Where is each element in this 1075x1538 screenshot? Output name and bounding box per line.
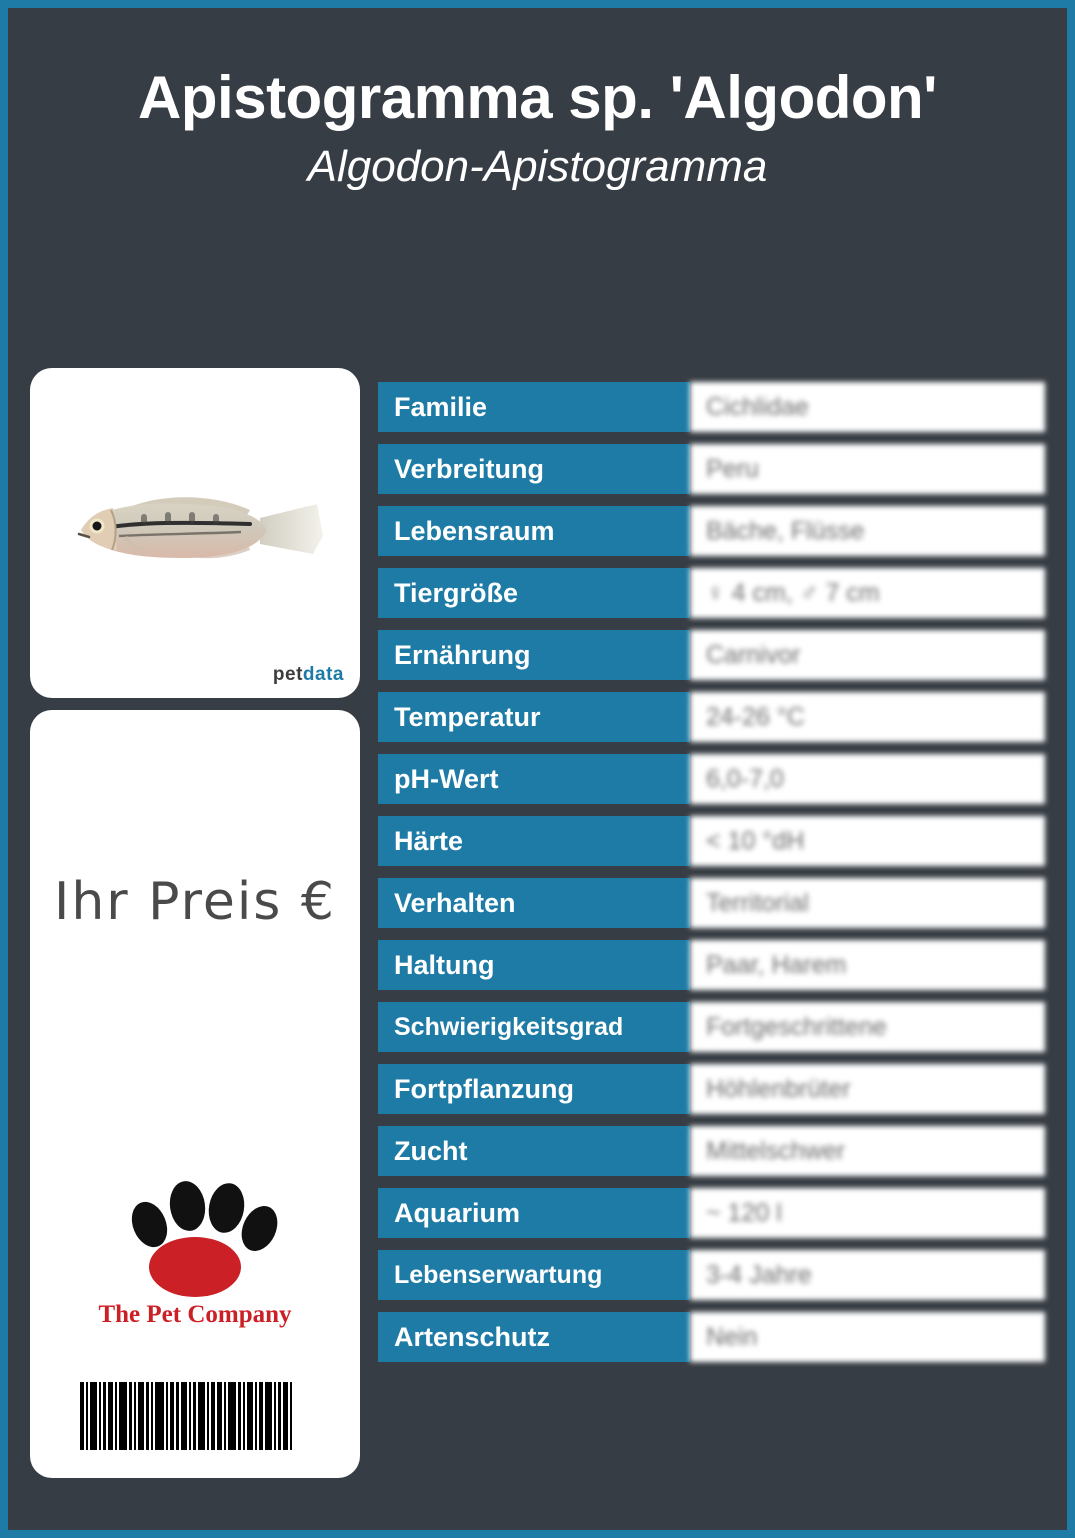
table-row <box>378 692 1045 742</box>
row-label: Schwierigkeitsgrad <box>378 1002 690 1052</box>
row-label: Temperatur <box>378 692 690 742</box>
table-row <box>378 1188 1045 1238</box>
row-label: Ernährung <box>378 630 690 680</box>
row-value: 3-4 Jahre <box>690 1250 1045 1300</box>
table-row <box>378 754 1045 804</box>
row-value: Fortgeschrittene <box>690 1002 1045 1052</box>
table-row <box>378 1312 1045 1362</box>
row-value: Cichlidae <box>690 382 1045 432</box>
page-title: Apistogramma sp. 'Algodon' <box>138 64 937 131</box>
page-subtitle: Algodon-Apistogramma <box>307 142 768 191</box>
row-label: Familie <box>378 382 690 432</box>
row-value: Mittelschwer <box>690 1126 1045 1176</box>
row-label: Aquarium <box>378 1188 690 1238</box>
row-value: ~ 120 l <box>690 1188 1045 1238</box>
table-row <box>378 1064 1045 1114</box>
table-row <box>378 1002 1045 1052</box>
table-row <box>378 816 1045 866</box>
table-row <box>378 506 1045 556</box>
row-label: Lebensraum <box>378 506 690 556</box>
row-value: Höhlenbrüter <box>690 1064 1045 1114</box>
table-row <box>378 1126 1045 1176</box>
row-value: Bäche, Flüsse <box>690 506 1045 556</box>
row-label: Tiergröße <box>378 568 690 618</box>
row-label: Verhalten <box>378 878 690 928</box>
table-row <box>378 444 1045 494</box>
table-row <box>378 878 1045 928</box>
row-label: Lebenserwartung <box>378 1250 690 1300</box>
row-value: 6,0-7,0 <box>690 754 1045 804</box>
petdata-data-text: data <box>302 664 344 685</box>
price-label: Ihr Preis € <box>53 872 337 932</box>
attributes-table <box>378 382 1045 1374</box>
row-value: Carnivor <box>690 630 1045 680</box>
petdata-watermark <box>273 664 344 686</box>
table-row <box>378 568 1045 618</box>
company-name: The Pet Company <box>98 1301 292 1328</box>
row-value: Peru <box>690 444 1045 494</box>
row-value: < 10 °dH <box>690 816 1045 866</box>
table-row <box>378 382 1045 432</box>
row-value: Nein <box>690 1312 1045 1362</box>
table-row <box>378 630 1045 680</box>
row-label: pH-Wert <box>378 754 690 804</box>
info-card-page <box>8 8 1067 1530</box>
row-label: Fortpflanzung <box>378 1064 690 1114</box>
photo-card <box>30 368 360 698</box>
row-label: Zucht <box>378 1126 690 1176</box>
price-card <box>30 710 360 1478</box>
paw-icon <box>115 1175 275 1295</box>
row-value: 24-26 °C <box>690 692 1045 742</box>
fish-photo <box>30 368 360 698</box>
barcode <box>80 1382 320 1450</box>
table-row <box>378 1250 1045 1300</box>
table-row <box>378 940 1045 990</box>
row-value: Paar, Harem <box>690 940 1045 990</box>
company-logo <box>30 1175 360 1329</box>
row-value: ♀ 4 cm, ♂ 7 cm <box>690 568 1045 618</box>
row-value: Territorial <box>690 878 1045 928</box>
row-label: Verbreitung <box>378 444 690 494</box>
fish-illustration <box>45 458 345 608</box>
row-label: Härte <box>378 816 690 866</box>
left-column <box>30 368 360 1478</box>
row-label: Haltung <box>378 940 690 990</box>
header <box>8 8 1067 191</box>
petdata-pet-text: pet <box>272 664 303 685</box>
row-label: Artenschutz <box>378 1312 690 1362</box>
